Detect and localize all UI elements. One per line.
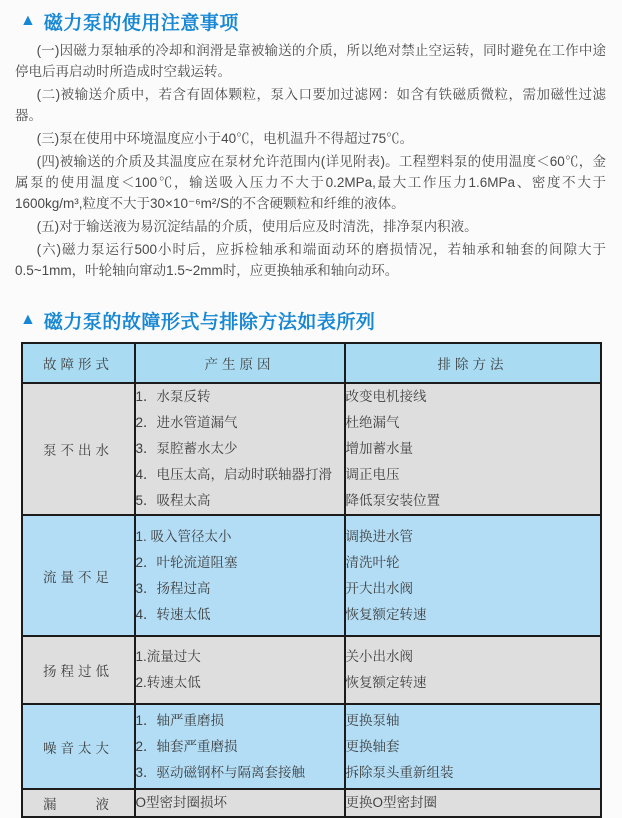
table-row (22, 789, 601, 817)
cause-line: 1. 吸入管径太小 (135, 528, 232, 544)
triangle-bullet-icon: ▲ (20, 311, 36, 328)
method-cell (345, 789, 601, 817)
cause-line: O型密封圈损坏 (135, 795, 228, 810)
method-line: 调换进水管 (345, 528, 413, 544)
fault-cell: 泵不出水 (22, 383, 135, 515)
table-row (22, 383, 601, 515)
method-line: 拆除泵头重新组装 (345, 764, 454, 780)
method-line: 更换O型密封圈 (345, 795, 438, 810)
cause-line: 2．叶轮流道阻塞 (135, 554, 238, 570)
table-row (22, 515, 601, 636)
cause-cell (135, 636, 345, 704)
usage-title: 磁力泵的使用注意事项 (43, 12, 239, 34)
method-line: 调正电压 (345, 467, 400, 482)
table-row (22, 636, 601, 704)
cause-line: 3．泵腔蓄水太少 (135, 441, 238, 456)
method-cell (345, 515, 601, 636)
triangle-bullet-icon: ▲ (20, 12, 36, 29)
cause-line: 2.转速太低 (135, 675, 201, 690)
cause-line: 1．轴严重磨损 (135, 712, 225, 728)
method-line: 关小出水阀 (345, 649, 413, 664)
method-line: 清洗叶轮 (345, 554, 400, 570)
usage-note-paragraph: (三)泵在使用中环境温度应小于40℃，电机温升不得超过75℃。 (36, 131, 414, 146)
cause-line: 3．驱动磁钢杯与隔离套接触 (135, 764, 306, 780)
usage-note-paragraph: (二)被输送介质中，若含有固体颗粒，泵入口要加过滤网：如含有铁磁质微粒，需加磁性过滤器。 (15, 87, 606, 123)
cause-line: 4．转速太低 (135, 606, 211, 622)
cause-line: 1．水泵反转 (135, 389, 211, 404)
fault-cell: 流量不足 (22, 515, 135, 636)
fault-title: 磁力泵的故障形式与排除方法如表所列 (43, 311, 376, 333)
column-header-fault: 故障形式 (22, 343, 135, 383)
section-heading-usage (0, 9, 622, 33)
method-line: 改变电机接线 (345, 389, 427, 404)
cause-line: 3．扬程过高 (135, 580, 211, 596)
fault-cell: 漏 液 (22, 789, 135, 817)
cause-line: 5．吸程太高 (135, 493, 211, 508)
section-heading-faults (0, 308, 622, 332)
usage-note-paragraph: (六)磁力泵运行500小时后，应拆检轴承和端面动环的磨损情况，若轴承和轴套的间隙大于0.5~1mm，叶轮轴向窜动1.5~2mm时，应更换轴承和轴向动环。 (15, 242, 606, 278)
method-line: 杜绝漏气 (345, 415, 400, 430)
usage-notes (15, 40, 606, 281)
usage-note-paragraph: (一)因磁力泵轴承的冷却和润滑是靠被输送的介质，所以绝对禁止空运转，同时避免在工作中途停电后再启动时所造成时空载运转。 (15, 43, 606, 79)
cause-cell (135, 515, 345, 636)
cause-line: 1.流量过大 (135, 649, 201, 664)
column-header-cause: 产生原因 (135, 343, 345, 383)
usage-note-paragraph: (四)被输送的介质及其温度应在泵材允许范围内(详见附表)。工程塑料泵的使用温度＜60℃，金属泵的使用温度＜100℃，输送吸入压力不大于0.2MPa,最大工作压力1.6MPa、密度不大于1600kg/m³,粒度不大于30×10⁻⁶m²/S的不含硬颗粒和纤维的液体。 (15, 154, 606, 211)
method-line: 增加蓄水量 (345, 441, 413, 456)
page (0, 9, 622, 818)
usage-note-paragraph: (五)对于输送液为易沉淀结晶的介质，使用后应及时清洗，排净泵内积液。 (36, 219, 478, 234)
cause-line: 4．电压太高，启动时联轴器打滑 (135, 467, 333, 482)
method-line: 恢复额定转速 (345, 606, 427, 622)
method-line: 更换轴套 (345, 738, 400, 754)
cause-line: 2．轴套严重磨损 (135, 738, 238, 754)
column-header-method: 排除方法 (345, 343, 601, 383)
table-row (22, 704, 601, 789)
method-line: 恢复额定转速 (345, 675, 427, 690)
table-header-row (22, 343, 601, 383)
fault-table (21, 342, 602, 818)
fault-cell: 噪音太大 (22, 704, 135, 789)
cause-cell (135, 704, 345, 789)
method-line: 开大出水阀 (345, 580, 413, 596)
method-cell (345, 383, 601, 515)
method-cell (345, 704, 601, 789)
method-line: 降低泵安装位置 (345, 493, 440, 508)
cause-cell (135, 383, 345, 515)
method-line: 更换泵轴 (345, 712, 400, 728)
method-cell (345, 636, 601, 704)
fault-cell: 扬程过低 (22, 636, 135, 704)
cause-line: 2．进水管道漏气 (135, 415, 238, 430)
cause-cell (135, 789, 345, 817)
